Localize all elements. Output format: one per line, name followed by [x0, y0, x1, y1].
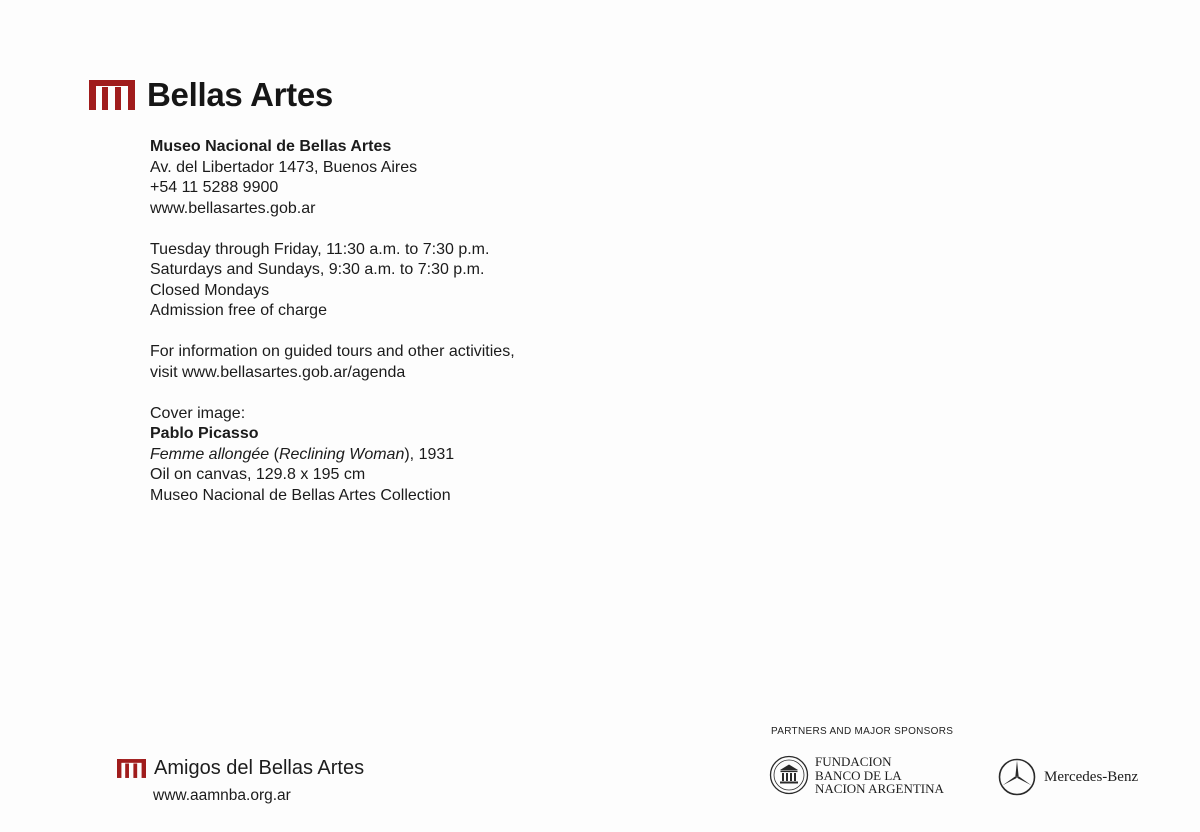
- cover-title-translation: Reclining Woman: [278, 445, 405, 463]
- amigos-logo: [117, 757, 364, 780]
- fundacion-banco-nacion-logo: [769, 755, 944, 796]
- fundacion-text: [815, 755, 944, 796]
- sponsors-label: PARTNERS AND MAJOR SPONSORS: [771, 726, 954, 737]
- museum-phone: +54 11 5288 9900: [150, 179, 279, 196]
- fundacion-line-3: NACION ARGENTINA: [815, 781, 944, 796]
- cover-title-paren: (: [269, 445, 279, 463]
- bellas-artes-logo-icon: [89, 80, 135, 110]
- amigos-url[interactable]: www.aamnba.org.ar: [153, 787, 291, 804]
- museum-address: Av. del Libertador 1473, Buenos Aires: [150, 158, 418, 176]
- cover-collection: Museo Nacional de Bellas Artes Collection: [150, 486, 451, 504]
- cover-credit-block: [150, 404, 750, 507]
- mercedes-benz-logo: [998, 758, 1138, 796]
- museum-info: [150, 137, 750, 527]
- bellas-artes-logo: [89, 76, 333, 114]
- mercedes-benz-text: Mercedes-Benz: [1044, 768, 1139, 785]
- hours-block: [150, 240, 750, 322]
- contact-block: [150, 137, 750, 219]
- museum-website[interactable]: www.bellasartes.gob.ar: [150, 199, 316, 217]
- tours-block: [150, 342, 750, 383]
- amigos-block: [117, 757, 364, 805]
- amigos-name: Amigos del Bellas Artes: [154, 757, 365, 779]
- cover-medium: Oil on canvas, 129.8 x 195 cm: [150, 466, 366, 483]
- cover-title: [150, 445, 750, 466]
- museum-name: Museo Nacional de Bellas Artes: [150, 138, 392, 155]
- logo-text: Bellas Artes: [147, 76, 333, 113]
- hours-weekdays: Tuesday through Friday, 11:30 a.m. to 7:30 p.m.: [150, 240, 490, 258]
- tours-line-2[interactable]: visit www.bellasartes.gob.ar/agenda: [150, 363, 406, 381]
- fundacion-line-2: BANCO DE LA: [815, 767, 902, 783]
- cover-title-original: Femme allongée: [150, 445, 270, 463]
- tours-line-1: For information on guided tours and other activities,: [150, 343, 515, 360]
- admission-info: Admission free of charge: [150, 302, 327, 319]
- bank-building-seal-icon: [769, 755, 809, 795]
- amigos-logo-icon: [117, 759, 146, 778]
- fundacion-line-1: FUNDACION: [815, 754, 892, 769]
- cover-artist: Pablo Picasso: [150, 425, 259, 442]
- three-pointed-star-icon: [998, 758, 1036, 796]
- hours-weekends: Saturdays and Sundays, 9:30 a.m. to 7:30 p.m.: [150, 261, 485, 278]
- cover-label: Cover image:: [150, 404, 246, 422]
- hours-closed: Closed Mondays: [150, 281, 270, 299]
- cover-title-year: ), 1931: [404, 445, 455, 463]
